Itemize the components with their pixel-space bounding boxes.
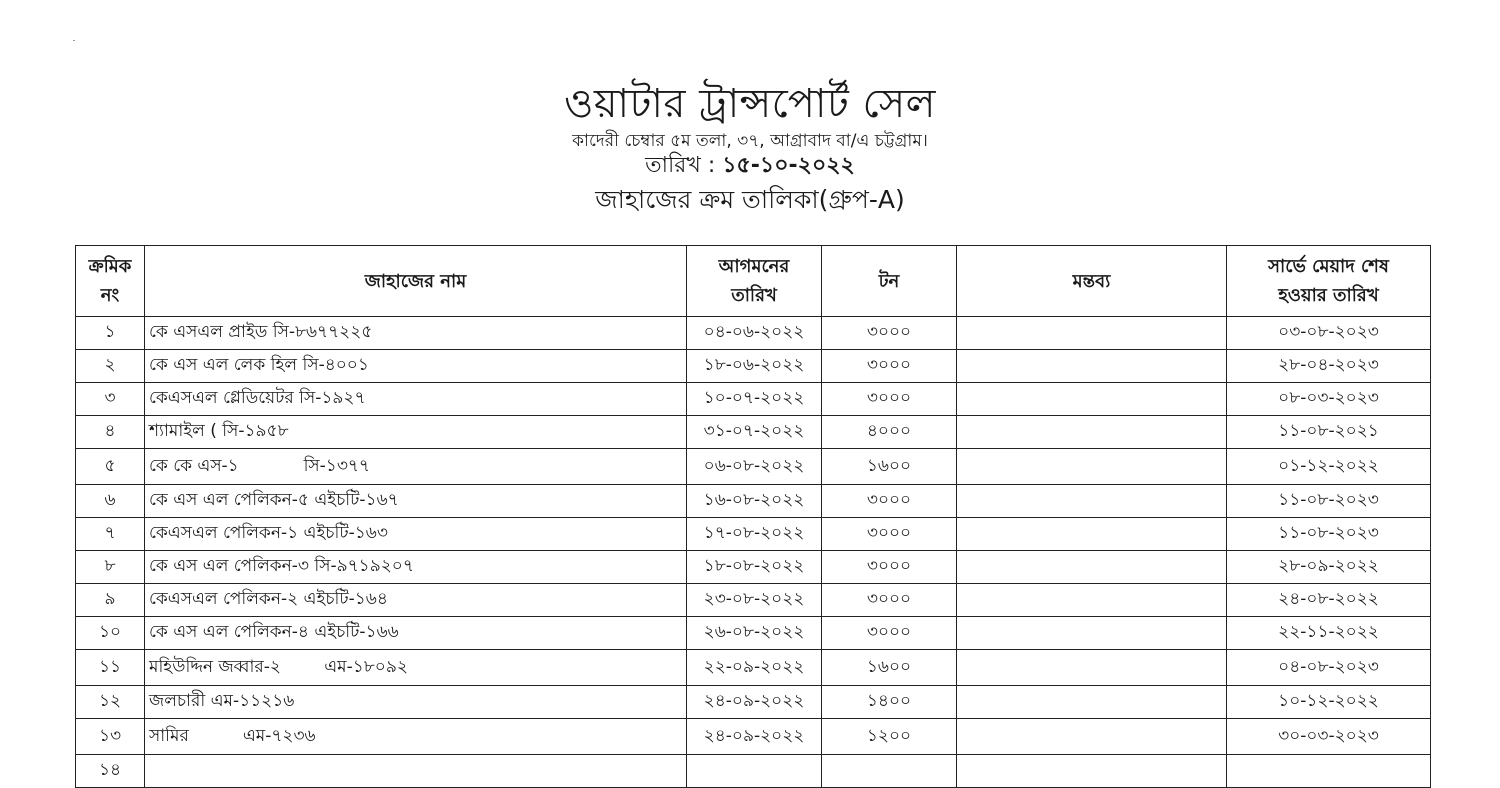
- cell-expiry: ১০-১২-২০২২: [1227, 686, 1431, 719]
- cell-name: কে কে এস-১ সি-১৩৭৭: [145, 449, 687, 485]
- cell-arrival: ১৮-০৬-২০২২: [687, 350, 822, 383]
- cell-ton: ৩০০০: [822, 617, 957, 650]
- column-header-remarks: মন্তব্য: [957, 246, 1227, 317]
- cell-serial: ১৪: [76, 755, 145, 788]
- cell-ton: ৩০০০: [822, 317, 957, 350]
- cell-arrival: ২২-০৯-২০২২: [687, 650, 822, 686]
- cell-remarks: [957, 416, 1227, 449]
- cell-arrival: ১৮-০৮-২০২২: [687, 551, 822, 584]
- cell-name: কে এস এল পেলিকন-৫ এইচটি-১৬৭: [145, 485, 687, 518]
- cell-ton: ৩০০০: [822, 551, 957, 584]
- table-row: [76, 650, 1431, 686]
- cell-name: কে এস এল লেক হিল সি-৪০০১: [145, 350, 687, 383]
- table-row: [76, 584, 1431, 617]
- cell-remarks: [957, 383, 1227, 416]
- cell-expiry: ০৩-০৮-২০২৩: [1227, 317, 1431, 350]
- table-row: [76, 686, 1431, 719]
- cell-expiry: ১১-০৮-২০২৩: [1227, 485, 1431, 518]
- cell-serial: ৭: [76, 518, 145, 551]
- cell-serial: ১২: [76, 686, 145, 719]
- cell-serial: ৮: [76, 551, 145, 584]
- column-header-ton: টন: [822, 246, 957, 317]
- table-row: [76, 518, 1431, 551]
- cell-serial: ৩: [76, 383, 145, 416]
- table-row: [76, 485, 1431, 518]
- cell-remarks: [957, 719, 1227, 755]
- cell-name: সামির এম-৭২৩৬: [145, 719, 687, 755]
- document-title: ওয়াটার ট্রান্সপোর্ট সেল: [564, 81, 936, 127]
- cell-ton: ৩০০০: [822, 518, 957, 551]
- cell-arrival: ০৬-০৮-২০২২: [687, 449, 822, 485]
- cell-remarks: [957, 584, 1227, 617]
- cell-arrival: ৩১-০৭-২০২২: [687, 416, 822, 449]
- cell-ton: ৩০০০: [822, 584, 957, 617]
- cell-ton: ১৪০০: [822, 686, 957, 719]
- cell-name: কে এসএল প্রাইড সি-৮৬৭৭২২৫: [145, 317, 687, 350]
- date-line: [0, 152, 1500, 180]
- cell-ton: [822, 755, 957, 788]
- table-row: [76, 755, 1431, 788]
- cell-ton: ৩০০০: [822, 485, 957, 518]
- cell-expiry: ২৪-০৮-২০২২: [1227, 584, 1431, 617]
- column-header-expiry: সার্ভে মেয়াদ শেষ হওয়ার তারিখ: [1227, 246, 1431, 317]
- cell-serial: ৯: [76, 584, 145, 617]
- cell-expiry: ১১-০৮-২০২৩: [1227, 518, 1431, 551]
- cell-serial: ২: [76, 350, 145, 383]
- table-header-row: [76, 246, 1431, 317]
- cell-remarks: [957, 518, 1227, 551]
- cell-ton: ১৬০০: [822, 449, 957, 485]
- table-row: [76, 350, 1431, 383]
- cell-ton: ৪০০০: [822, 416, 957, 449]
- cell-name: মহিউদ্দিন জব্বার-২ এম-১৮০৯২: [145, 650, 687, 686]
- cell-arrival: ০৪-০৬-২০২২: [687, 317, 822, 350]
- cell-expiry: ১১-০৮-২০২১: [1227, 416, 1431, 449]
- cell-ton: ৩০০০: [822, 350, 957, 383]
- cell-remarks: [957, 686, 1227, 719]
- cell-arrival: ১০-০৭-২০২২: [687, 383, 822, 416]
- column-header-arrival: আগমনের তারিখ: [687, 246, 822, 317]
- cell-arrival: ১৭-০৮-২০২২: [687, 518, 822, 551]
- cell-arrival: ২৪-০৯-২০২২: [687, 686, 822, 719]
- cell-arrival: ২৬-০৮-২০২২: [687, 617, 822, 650]
- cell-serial: ৪: [76, 416, 145, 449]
- cell-serial: ১: [76, 317, 145, 350]
- cell-remarks: [957, 617, 1227, 650]
- cell-name: কেএসএল গ্লেডিয়েটর সি-১৯২৭: [145, 383, 687, 416]
- cell-expiry: ২৮-০৯-২০২২: [1227, 551, 1431, 584]
- cell-serial: ৬: [76, 485, 145, 518]
- table-row: [76, 719, 1431, 755]
- cell-remarks: [957, 317, 1227, 350]
- table-row: [76, 416, 1431, 449]
- table-row: [76, 449, 1431, 485]
- cell-arrival: ২৪-০৯-২০২২: [687, 719, 822, 755]
- cell-ton: ১৬০০: [822, 650, 957, 686]
- cell-expiry: ০৮-০৩-২০২৩: [1227, 383, 1431, 416]
- cell-serial: ৫: [76, 449, 145, 485]
- cell-serial: ১১: [76, 650, 145, 686]
- cell-name: [145, 755, 687, 788]
- column-header-name: জাহাজের নাম: [145, 246, 687, 317]
- cell-expiry: ২৮-০৪-২০২৩: [1227, 350, 1431, 383]
- scan-speck: [73, 40, 75, 41]
- cell-expiry: [1227, 755, 1431, 788]
- cell-arrival: ২৩-০৮-২০২২: [687, 584, 822, 617]
- cell-expiry: ৩০-০৩-২০২৩: [1227, 719, 1431, 755]
- date-value: ১৫-১০-২০২২: [722, 153, 855, 178]
- column-header-serial: ক্রমিক নং: [76, 246, 145, 317]
- cell-arrival: ১৬-০৮-২০২২: [687, 485, 822, 518]
- cell-remarks: [957, 449, 1227, 485]
- cell-name: কেএসএল পেলিকন-১ এইচটি-১৬৩: [145, 518, 687, 551]
- date-label: তারিখ :: [645, 153, 723, 178]
- cell-name: কে এস এল পেলিকন-৩ সি-৯৭১৯২০৭: [145, 551, 687, 584]
- cell-expiry: ২২-১১-২০২২: [1227, 617, 1431, 650]
- ship-list-table: [75, 245, 1431, 788]
- cell-serial: ১৩: [76, 719, 145, 755]
- cell-remarks: [957, 485, 1227, 518]
- table-row: [76, 317, 1431, 350]
- cell-name: কেএসএল পেলিকন-২ এইচটি-১৬৪: [145, 584, 687, 617]
- cell-remarks: [957, 350, 1227, 383]
- cell-expiry: ০১-১২-২০২২: [1227, 449, 1431, 485]
- cell-name: কে এস এল পেলিকন-৪ এইচটি-১৬৬: [145, 617, 687, 650]
- table-row: [76, 617, 1431, 650]
- cell-remarks: [957, 650, 1227, 686]
- office-address: কাদেরী চেম্বার ৫ম তলা, ৩৭, আগ্রাবাদ বা/এ চট্টগ্রাম।: [572, 131, 928, 151]
- cell-serial: ১০: [76, 617, 145, 650]
- cell-ton: ১২০০: [822, 719, 957, 755]
- cell-name: শ্যামাইল ( সি-১৯৫৮: [145, 416, 687, 449]
- cell-remarks: [957, 551, 1227, 584]
- cell-arrival: [687, 755, 822, 788]
- document-header: [0, 78, 1500, 218]
- cell-name: জলচারী এম-১১২১৬: [145, 686, 687, 719]
- cell-remarks: [957, 755, 1227, 788]
- cell-ton: ৩০০০: [822, 383, 957, 416]
- cell-expiry: ০৪-০৮-২০২৩: [1227, 650, 1431, 686]
- table-row: [76, 551, 1431, 584]
- table-row: [76, 383, 1431, 416]
- document-subtitle: জাহাজের ক্রম তালিকা(গ্রুপ-A): [595, 185, 905, 214]
